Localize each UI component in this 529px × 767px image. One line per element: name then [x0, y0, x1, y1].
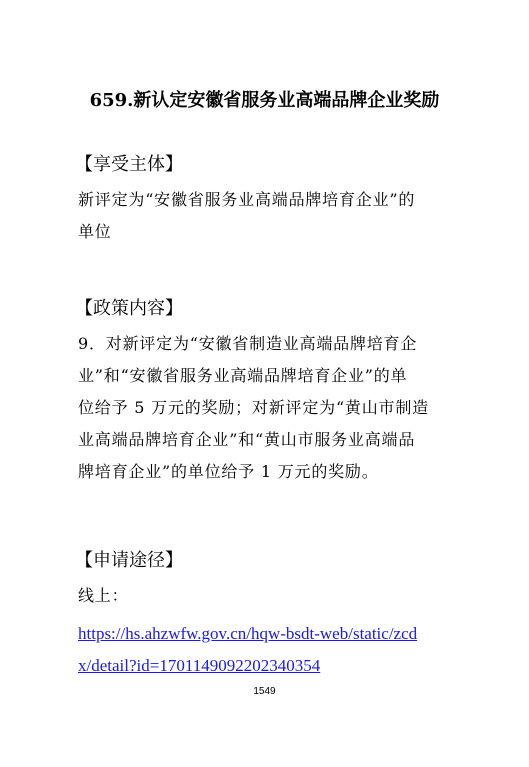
body-line: 位给予 5 万元的奖励；对新评定为“黄山市制造 — [78, 398, 429, 417]
section-body-policy-content — [78, 328, 464, 488]
page-number: 1549 — [253, 686, 276, 697]
link-line[interactable]: https://hs.ahzwfw.gov.cn/hqw-bsdt-web/static/zcd — [78, 624, 418, 643]
section-body-application-channel — [78, 580, 464, 612]
section-heading-application-channel: 【申请途径】 — [75, 550, 183, 571]
body-line: 9．对新评定为“安徽省制造业高端品牌培育企 — [78, 334, 418, 353]
body-line: 业”和“安徽省服务业高端品牌培育企业”的单 — [78, 366, 408, 385]
section-heading-eligible-subject: 【享受主体】 — [75, 154, 183, 175]
body-line: 业高端品牌培育企业”和“黄山市服务业高端品 — [78, 430, 416, 449]
section-body-eligible-subject — [78, 184, 464, 248]
body-line-online: 线上： — [78, 586, 129, 605]
body-line: 新评定为“安徽省服务业高端品牌培育企业”的 — [78, 190, 416, 209]
link-line[interactable]: x/detail?id=1701149092202340354 — [78, 656, 321, 675]
body-line: 牌培育企业”的单位给予 1 万元的奖励。 — [78, 462, 379, 481]
section-heading-policy-content: 【政策内容】 — [75, 298, 183, 319]
application-url-link[interactable] — [78, 618, 468, 682]
page-title: 659.新认定安徽省服务业高端品牌企业奖励 — [89, 90, 440, 111]
body-line: 单位 — [78, 222, 112, 241]
